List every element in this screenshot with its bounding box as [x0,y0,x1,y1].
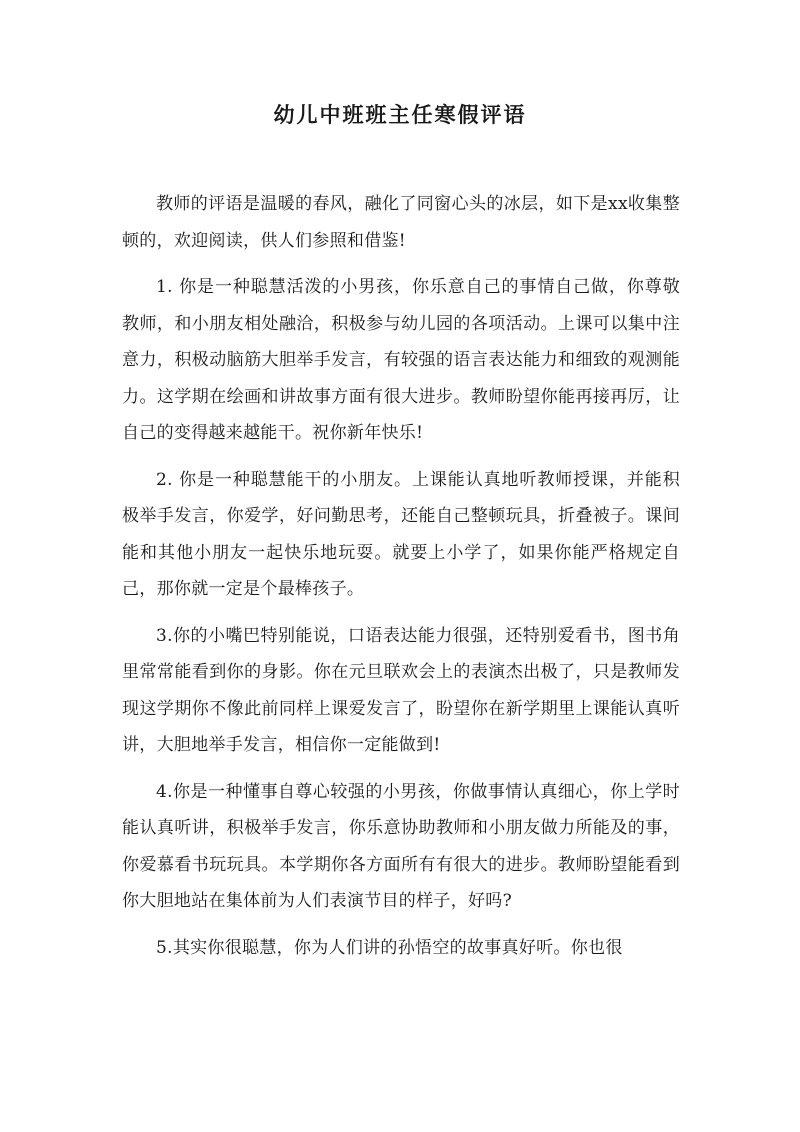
paragraph-comment-5: 5.其实你很聪慧，你为人们讲的孙悟空的故事真好听。你也很 [156,937,623,958]
paragraph-intro: 教师的评语是温暖的春风，融化了同窗心头的冰层，如下是xx收集整顿的，欢迎阅读，供人们参照和借鉴! [122,194,680,251]
paragraph-comment-1: 1. 你是一种聪慧活泼的小男孩，你乐意自己的事情自己做，你尊敬教师，和小朋友相处融洽，积极参与幼儿园的各项活动。上课可以集中注意力，积极动脑筋大胆举手发言，有较强的语言表达能力和细致的观测能力。这学期在绘画和讲故事方面有很大进步。教师盼望你能再接再厉，让自己的变得越来越能干。祝你新年快乐! [122,277,680,443]
paragraph-comment-3: 3.你的小嘴巴特别能说，口语表达能力很强，还特别爱看书，图书角里常常能看到你的身影。你在元旦联欢会上的表演杰出极了，只是教师发现这学期你不像此前同样上课爱发言了，盼望你在新学期里上课能认真听讲，大胆地举手发言，相信你一定能做到! [122,625,680,755]
document-body [122,186,680,976]
paragraph-comment-4: 4.你是一种懂事自尊心较强的小男孩，你做事情认真细心，你上学时能认真听讲，积极举手发言，你乐意协助教师和小朋友做力所能及的事，你爱慕看书玩玩具。本学期你各方面所有有很大的进步。教师盼望能看到你大胆地站在集体前为人们表演节目的样子，好吗? [122,781,680,911]
document-title: 幼儿中班班主任寒假评语 [273,102,527,127]
paragraph-comment-2: 2. 你是一种聪慧能干的小朋友。上课能认真地听教师授课，并能积极举手发言，你爱学，好问勤思考，还能自己整顿玩具，折叠被子。课间能和其他小朋友一起快乐地玩耍。就要上小学了，如果你能严格规定自己，那你就一定是个最棒孩子。 [122,469,680,599]
